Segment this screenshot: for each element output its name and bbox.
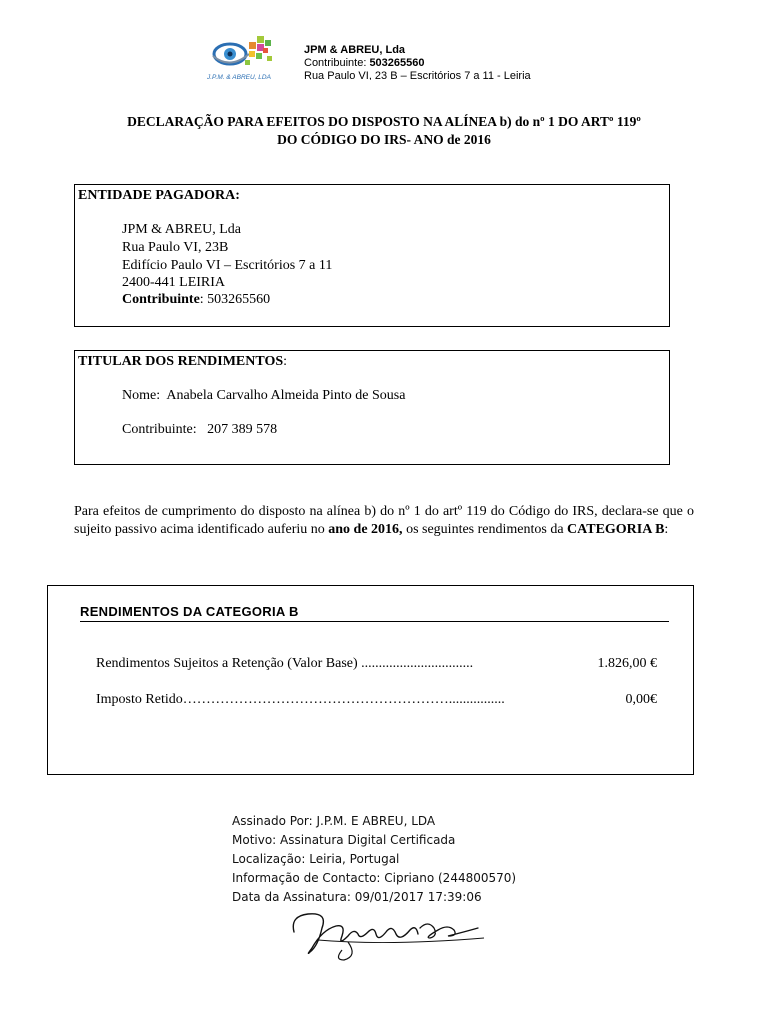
- entidade-contribuinte: [122, 292, 270, 308]
- titular-box: [74, 350, 670, 465]
- rendimentos-row1-value: 1.826,00 €: [597, 656, 657, 671]
- logo-text: J.P.M. & ABREU, LDA: [207, 74, 271, 81]
- document-title-line1: DECLARAÇÃO PARA EFEITOS DO DISPOSTO NA ALÍNEA b) do nº 1 DO ARTº 119º: [127, 114, 641, 129]
- paragraph-text-2: os seguintes rendimentos da: [402, 522, 568, 537]
- rendimentos-box: [47, 585, 694, 775]
- signature-contact: Informação de Contacto: Cipriano (244800570): [232, 871, 517, 885]
- header-company-info: [300, 42, 600, 80]
- titular-heading-suffix: :: [283, 354, 288, 369]
- entidade-heading: ENTIDADE PAGADORA:: [78, 188, 240, 203]
- titular-contribuinte: [122, 422, 277, 438]
- signature-graphic: [288, 906, 488, 962]
- titular-contribuinte-label: Contribuinte:: [122, 422, 197, 437]
- header-address: Rua Paulo VI, 23 B – Escritórios 7 a 11 - Leiria: [304, 70, 531, 80]
- titular-contribuinte-value: 207 389 578: [207, 422, 278, 437]
- entidade-contribuinte-label: Contribuinte: [122, 292, 200, 307]
- titular-heading-wrap: [78, 354, 287, 370]
- document-title: [60, 113, 708, 149]
- rendimentos-heading: RENDIMENTOS DA CATEGORIA B: [80, 604, 669, 622]
- declaration-paragraph: [74, 503, 694, 539]
- paragraph-text-3: :: [664, 522, 669, 537]
- signature-signed-by: Assinado Por: J.P.M. E ABREU, LDA: [232, 814, 436, 828]
- document-title-line2: DO CÓDIGO DO IRS- ANO de 2016: [277, 132, 491, 147]
- titular-heading: TITULAR DOS RENDIMENTOS: [78, 354, 284, 369]
- digital-signature-info: [232, 812, 516, 907]
- signature-location: Localização: Leiria, Portugal: [232, 852, 400, 866]
- paragraph-year: ano de 2016,: [328, 522, 403, 537]
- entidade-street: Rua Paulo VI, 23B: [122, 240, 229, 255]
- entidade-postal: 2400-441 LEIRIA: [122, 275, 226, 290]
- header-contribuinte-label: Contribuinte:: [304, 57, 370, 69]
- signature-date: Data da Assinatura: 09/01/2017 17:39:06: [232, 890, 482, 904]
- titular-nome-label: Nome:: [122, 388, 161, 403]
- rendimentos-row1-label: Rendimentos Sujeitos a Retenção (Valor Base) ................................: [96, 656, 474, 671]
- rendimentos-row2-label: Imposto Retido…………………………………………………................: [96, 692, 505, 707]
- entidade-contribuinte-value: : 503265560: [199, 292, 271, 307]
- entidade-building: Edifício Paulo VI – Escritórios 7 a 11: [122, 258, 333, 273]
- company-logo: [205, 34, 295, 84]
- paragraph-text-1: Para efeitos de cumprimento do disposto na alínea b) do nº 1 do artº 119 do Código do IRS, declara-se que o sujeito passivo acima identificado auferiu no: [74, 504, 694, 537]
- signature-reason: Motivo: Assinatura Digital Certificada: [232, 833, 456, 847]
- handwritten-signature: [288, 906, 488, 967]
- titular-nome-value: Anabela Carvalho Almeida Pinto de Sousa: [166, 388, 406, 403]
- entidade-name: JPM & ABREU, Lda: [122, 222, 242, 237]
- header-contribuinte: [304, 57, 531, 70]
- entidade-pagadora-box: [74, 184, 670, 327]
- paragraph-category: CATEGORIA B: [567, 522, 665, 537]
- titular-nome: [122, 388, 405, 404]
- header-company-name: JPM & ABREU, Lda: [304, 44, 406, 56]
- header-contribuinte-value: 503265560: [369, 57, 425, 69]
- rendimentos-row2-value: 0,00€: [625, 692, 657, 707]
